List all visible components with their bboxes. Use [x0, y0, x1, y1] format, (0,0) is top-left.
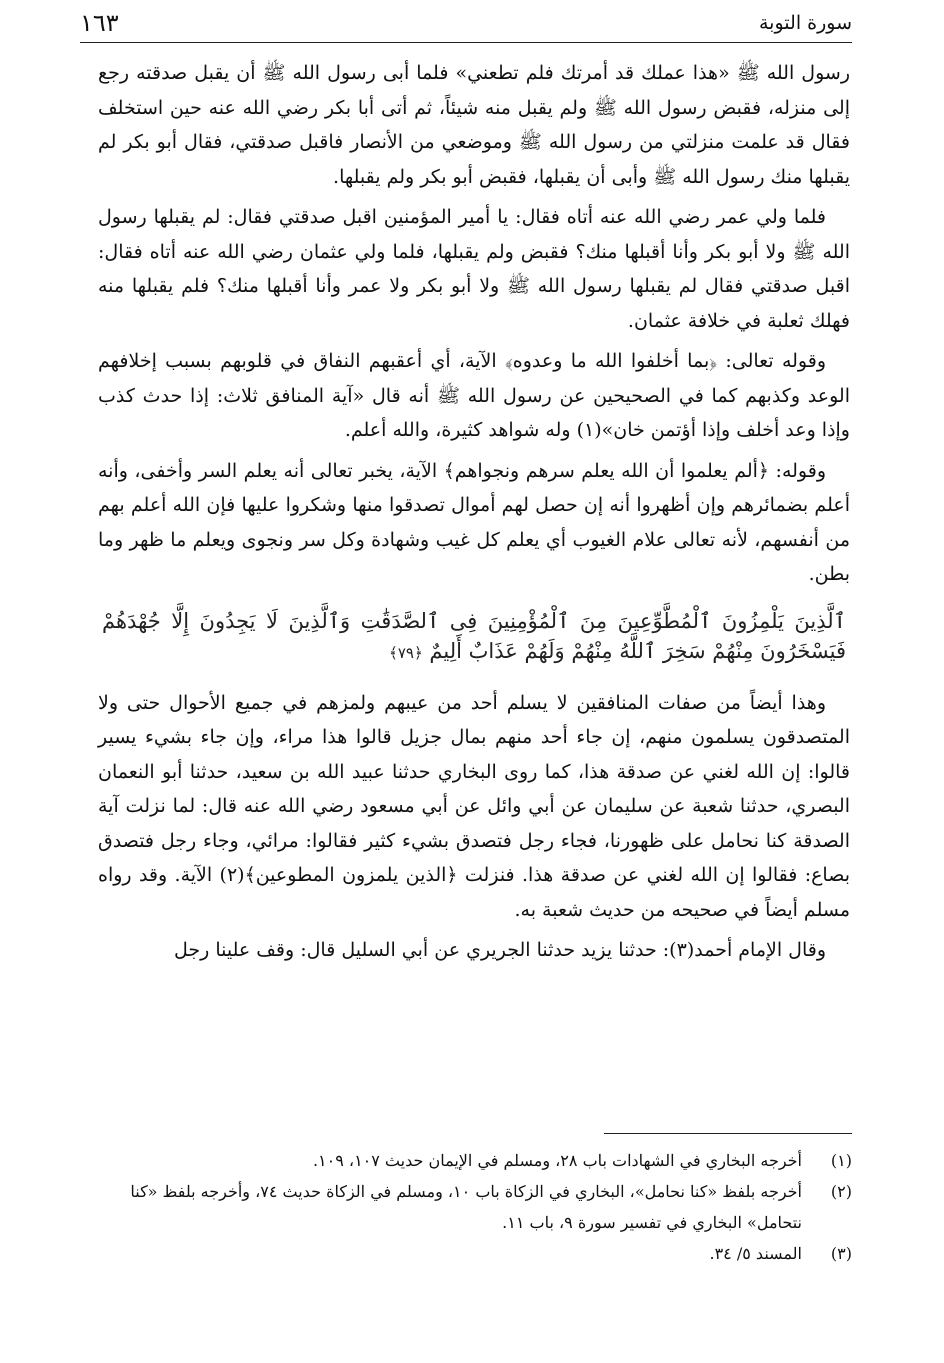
quran-verse: [98, 606, 850, 668]
page-body: [98, 56, 850, 974]
footnote: [98, 1145, 852, 1176]
footnote-divider: [604, 1133, 852, 1134]
footnote-text: أخرجه البخاري في الشهادات باب ٢٨، ومسلم في الإيمان حديث ١٠٧، ١٠٩.: [312, 1151, 802, 1170]
footnote: [98, 1176, 852, 1238]
footnote: [98, 1238, 852, 1269]
footnote-mark: (٣): [830, 1244, 852, 1263]
footnote-mark: (١): [830, 1151, 852, 1170]
verse-number: ﴿٧٩﴾: [389, 643, 423, 662]
footnotes: [98, 1145, 852, 1269]
footnote-text: المسند ٥/ ٣٤.: [709, 1244, 802, 1263]
paragraph: فلما ولي عمر رضي الله عنه أتاه فقال: يا أمير المؤمنين اقبل صدقتي فقال: لم يقبلها رسول الله ﷺ ولا أبو بكر وأنا أقبلها منك؟ فقبض ولم يقبلها، فلما ولي عثمان رضي الله عنه أتاه فقال: اقبل صدقتي فقال لم يقبلها رسول الله ﷺ ولا أبو بكر ولا عمر وأنا أقبلها منك؟ فلم يقبلها منه فهلك ثعلبة في خلافة عثمان.: [98, 206, 850, 332]
verse-text: ٱلَّذِينَ يَلْمِزُونَ ٱلْمُطَّوِّعِينَ مِنَ ٱلْمُؤْمِنِينَ فِى ٱلصَّدَقَٰتِ وَٱلَّذِينَ لَا يَجِدُونَ إِلَّا جُهْدَهُمْ فَيَسْخَرُونَ مِنْهُمْ سَخِرَ ٱللَّهُ مِنْهُمْ وَلَهُمْ عَذَابٌ أَلِيمٌ: [102, 608, 846, 663]
page-header: [80, 8, 852, 43]
footnote-text: أخرجه بلفظ «كنا نحامل»، البخاري في الزكاة باب ١٠، ومسلم في الزكاة حديث ٧٤، وأخرجه بلفظ «كنا نتحامل» البخاري في تفسير سورة ٩، باب ١١.: [130, 1182, 802, 1232]
footnote-mark: (٢): [830, 1182, 852, 1201]
paragraph: رسول الله ﷺ «هذا عملك قد أمرتك فلم تطعني» فلما أبى رسول الله ﷺ أن يقبل صدقته رجع إلى منزله، فقبض رسول الله ﷺ ولم يقبل منه شيئاً، ثم أتى أبا بكر رضي الله عنه حين استخلف فقال قد علمت منزلتي من رسول الله ﷺ وموضعي من الأنصار فاقبل صدقتي، فقال أبو بكر لم يقبلها منك رسول الله ﷺ وأبى أن يقبلها، فقبض أبو بكر ولم يقبلها.: [98, 62, 850, 188]
paragraph: وقوله تعالى: ﴿بما أخلفوا الله ما وعدوه﴾ الآية، أي أعقبهم النفاق في قلوبهم بسبب إخلافهم الوعد وكذبهم كما في الصحيحين عن رسول الله ﷺ أنه قال «آية المنافق ثلاث: إذا حدث كذب وإذا وعد أخلف وإذا أؤتمن خان»(١) وله شواهد كثيرة، والله أعلم.: [98, 350, 850, 441]
paragraph: وقال الإمام أحمد(٣): حدثنا يزيد حدثنا الجريري عن أبي السليل قال: وقف علينا رجل: [173, 939, 826, 961]
paragraph: وهذا أيضاً من صفات المنافقين لا يسلم أحد من عيبهم ولمزهم في جميع الأحوال حتى ولا المتصدقون يسلمون منهم، إن جاء أحد منهم بمال جزيل قالوا هذا مراء، وإن جاء بشيء يسير قالوا: إن الله لغني عن صدقة هذا، كما روى البخاري حدثنا عبيد الله بن سعيد، حدثنا أبو النعمان البصري، حدثنا شعبة عن سليمان عن أبي وائل عن أبي مسعود رضي الله عنه قال: لما نزلت آية الصدقة كنا نحامل على ظهورنا، فجاء رجل فتصدق بشيء كثير فقالوا: مرائي، وجاء رجل فتصدق بصاع: فقالوا إن الله لغني عن صدقة هذا. فنزلت ﴿الذين يلمزون المطوعين﴾(٢) الآية. وقد رواه مسلم أيضاً في صحيحه من حديث شعبة به.: [98, 691, 850, 921]
paragraph: وقوله: ﴿ألم يعلموا أن الله يعلم سرهم ونجواهم﴾ الآية، يخبر تعالى أنه يعلم السر وأخفى، وأنه أعلم بضمائرهم وإن أظهروا أنه إن حصل لهم أموال تصدقوا منها وشكروا عليها فإن الله أعلم بهم من أنفسهم، لأنه تعالى علام الغيوب أي يعلم كل غيب وشهادة وكل سر ونجوى ويعلم ما ظهر وما بطن.: [98, 459, 850, 585]
page-number: ١٦٣: [80, 9, 119, 37]
surah-title: سورة التوبة: [759, 12, 852, 34]
